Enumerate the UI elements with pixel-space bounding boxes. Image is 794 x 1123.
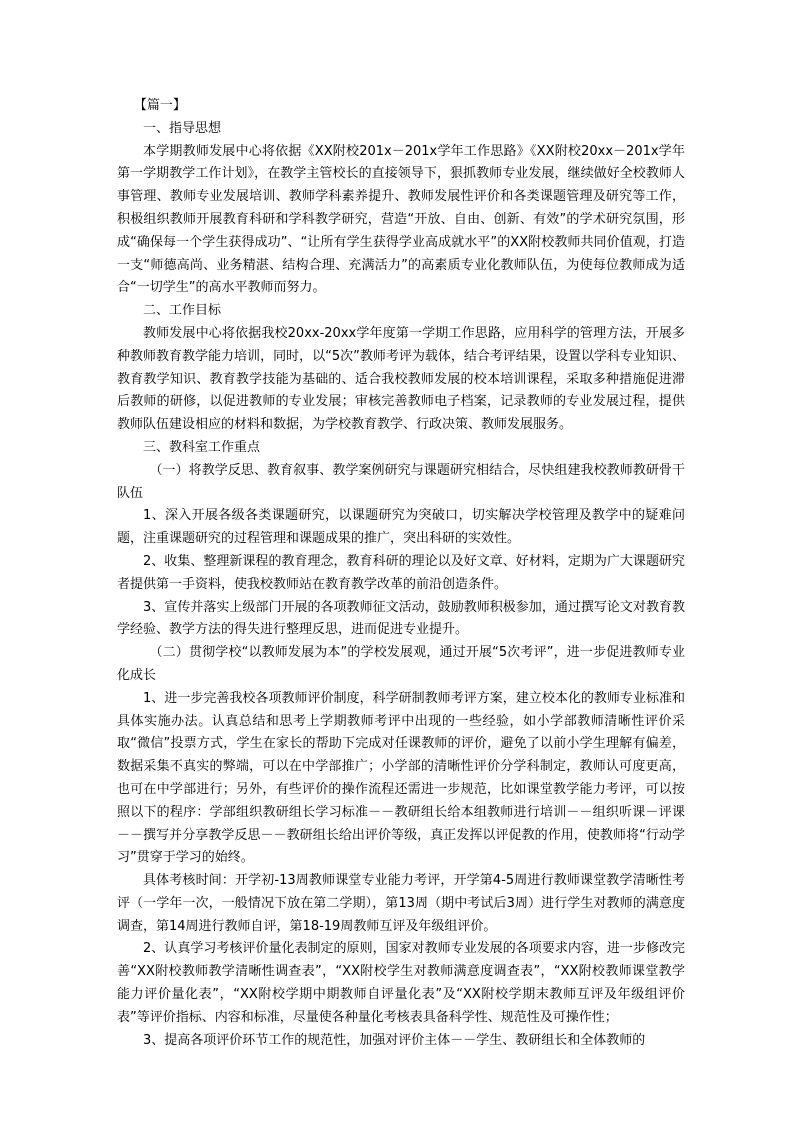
paragraph-assessment-schedule: 具体考核时间：开学初-13周教师课堂专业能力考评，开学第4-5周进行教师课堂教学清晰性考评（一学年一次，一般情况下放在第二学期），第13周（期中考试后3周）进行学生对教师的满意度调查，第14周进行教师自评，第18-19周教师互评及年级组评价。 [117, 873, 685, 934]
list-item-evaluation-3: 3、提高各项评价环节工作的规范性，加强对评价主体－－学生、教研组长和全体教师的 [143, 1032, 646, 1048]
paragraph-guiding-ideology: 本学期教师发展中心将依据《XX附校201x－201x学年工作思路》《XX附校20xx－201x学年第一学期教学工作计划》，在教学主管校长的直接领导下，狠抓教师专业发展，继续做好全校教师人事管理、教师专业发展培训、教师学科素养提升、教师发展性评价和各类课题管理及研究等工作，积极组织教师开展教育科研和学科教学研究，营造“开放、自由、创新、有效”的学术研究氛围，形成“确保每一个学生获得成功”、“让所有学生获得学业高成就水平”的XX附校教师共同价值观，打造一支“师德高尚、业务精湛、结构合理、充满活力”的高素质专业化教师队伍，为使每位教师成为适合“一切学生”的高水平教师而努力。 [117, 143, 685, 296]
section-heading-guiding-ideology: 一、指导思想 [143, 120, 222, 136]
list-item-evaluation-1: 1、进一步完善我校各项教师评价制度，科学研制教师考评方案，建立校本化的教师专业标准和具体实施办法。认真总结和思考上学期教师考评中出现的一些经验，如小学部教师清晰性评价采取“微信”投票方式，学生在家长的帮助下完成对任课教师的评价，避免了以前小学生理解有偏差，数据采集不真实的弊端，可以在中学部推广；小学部的清晰性评价分学科制定，教师认可度更高，也可在中学部进行；另外，有些评价的操作流程还需进一步规范，比如课堂教学能力考评，可以按照以下的程序：学部组织教研组长学习标准－－教研组长给本组教师进行培训－－组织听课－评课－－撰写并分享教学反思－－教研组长给出评价等级，真正发挥以评促教的作用，使教师将“行动学习”贯穿于学习的始终。 [117, 690, 685, 866]
subsection-heading-research-team: （一）将教学反思、教育叙事、教学案例研究与课题研究相结合，尽快组建我校教师教研骨干队伍 [117, 462, 685, 501]
list-item-evaluation-2: 2、认真学习考核评价量化表制定的原则，国家对教师专业发展的各项要求内容，进一步修改完善“XX附校教师教学清晰性调查表”，“XX附校学生对教师满意度调查表”，“XX附校教师课堂教学能力评价量化表”，“XX附校学期中期教师自评量化表”及“XX附校学期末教师互评及年级组评价表”等评价指标、内容和标准，尽量使各种量化考核表具备科学性、规范性及可操作性； [117, 941, 685, 1025]
section-heading-work-goals: 二、工作目标 [143, 303, 222, 319]
document-title: 【篇一】 [133, 98, 186, 113]
paragraph-work-goals: 教师发展中心将依据我校20xx-20xx学年度第一学期工作思路，应用科学的管理方法，开展多种教师教育教学能力培训，同时，以“5次”教师考评为载体，结合考评结果，设置以学科专业知识、教育教学知识、教育教学技能为基础的、适合我校教师发展的校本培训课程，采取多种措施促进滞后教师的研修，以促进教师的专业发展；审核完善教师电子档案，记录教师的专业发展过程，提供教师队伍建设相应的材料和数据，为学校教育教学、行政决策、教师发展服务。 [117, 325, 685, 433]
list-item-research-3: 3、宣传并落实上级部门开展的各项教师征文活动，鼓励教师积极参加，通过撰写论文对教育教学经验、教学方法的得失进行整理反思，进而促进专业提升。 [117, 599, 685, 638]
list-item-research-2: 2、收集、整理新课程的教育理念，教育科研的理论以及好文章、好材料，定期为广大课题研究者提供第一手资料，使我校教师站在教育教学改革的前沿创造条件。 [117, 553, 685, 592]
section-heading-key-work: 三、教科室工作重点 [143, 439, 261, 455]
subsection-heading-teacher-growth: （二）贯彻学校“以教师发展为本”的学校发展观，通过开展“5次考评”，进一步促进教师专业化成长 [117, 645, 685, 683]
document-page [117, 95, 685, 1052]
list-item-research-1: 1、深入开展各级各类课题研究，以课题研究为突破口，切实解决学校管理及教学中的疑难问题，注重课题研究的过程管理和课题成果的推广，突出科研的实效性。 [117, 508, 685, 547]
